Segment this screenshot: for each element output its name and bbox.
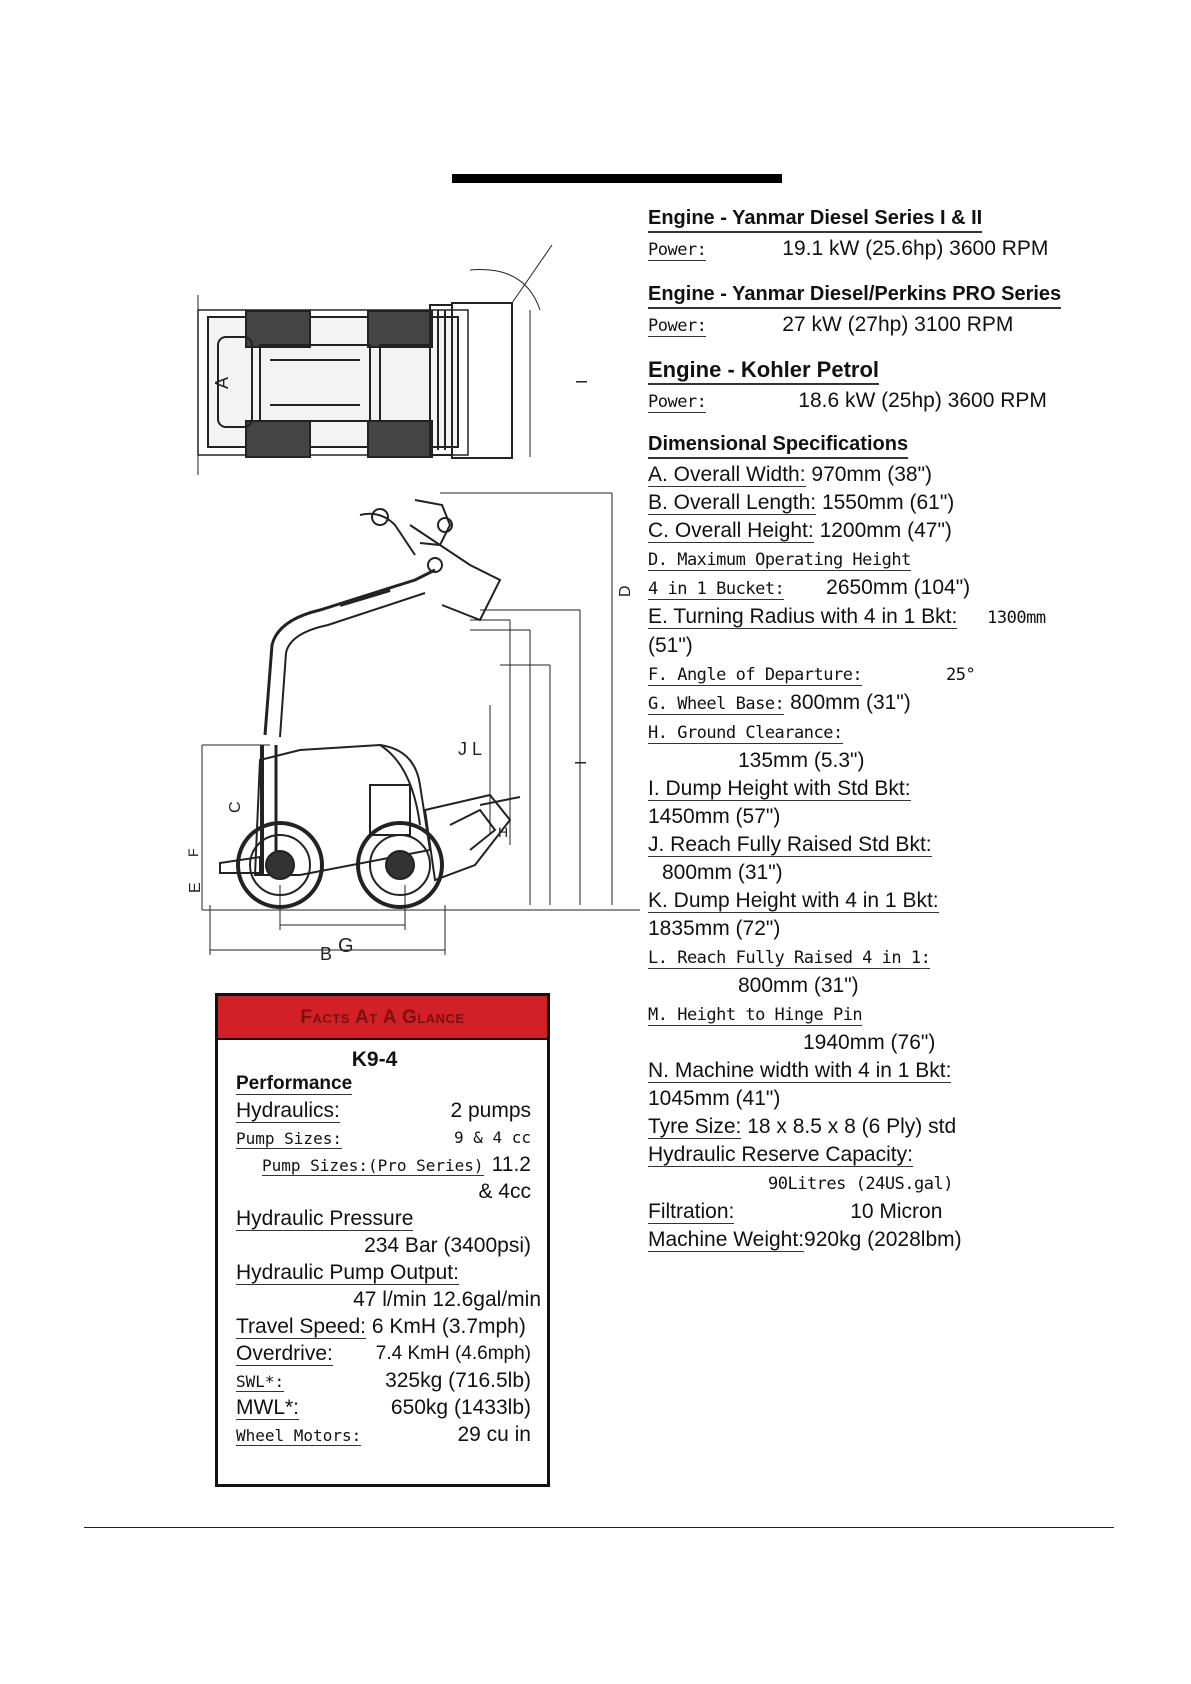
spec-a-label: A. Overall Width: [648,463,806,486]
dim-label-e: E [187,882,204,893]
facts-output-value: 47 l/min 12.6gal/min [353,1288,541,1311]
spec-reserve-label: Hydraulic Reserve Capacity: [648,1143,913,1166]
dim-label-i: I [573,760,590,765]
facts-mwl-label: MWL*: [236,1396,299,1419]
dim-label-i-top: I [574,379,591,384]
facts-motors-value: 29 cu in [457,1423,531,1446]
dim-label-f: F [185,848,201,857]
spec-tyre-label: Tyre Size: [648,1115,742,1138]
spec-e-value: 1300mm [987,608,1046,628]
spec-filtration-value: 10 Micron [850,1200,943,1223]
spec-f-label: F. Angle of Departure: [648,665,863,685]
spec-d-sub-label: 4 in 1 Bucket: [648,579,785,599]
dim-label-g: G [338,935,354,957]
engine-kohler-block [648,352,1078,414]
spec-filtration-label: Filtration: [648,1200,735,1223]
engine-kohler-power-label: Power: [648,392,707,412]
spec-c-label: C. Overall Height: [648,519,814,542]
dim-label-d: D [617,585,634,597]
skid-steer-diagram [180,225,650,965]
engine-perkins-power-label: Power: [648,316,707,336]
engine-yanmar-block [648,200,1078,262]
facts-motors-label: Wheel Motors: [236,1426,362,1445]
facts-overdrive-label: Overdrive: [236,1342,333,1365]
spec-h-label: H. Ground Clearance: [648,723,843,743]
spec-b-value: 1550mm (61") [821,491,955,514]
engine-kohler-power-value: 18.6 kW (25hp) 3600 RPM [798,389,1047,412]
engine-perkins-block [648,276,1078,338]
dim-label-jl: J L [458,739,483,759]
engine-yanmar-power-value: 19.1 kW (25.6hp) 3600 RPM [782,237,1049,260]
spec-d-sub-value: 2650mm (104") [826,576,971,599]
facts-swl-value: 325kg (716.5lb) [385,1369,531,1392]
facts-body [218,1040,547,1448]
facts-header: Facts At A Glance [218,996,547,1040]
facts-model: K9-4 [351,1048,398,1071]
spec-e-label: E. Turning Radius with 4 in 1 Bkt: [648,605,958,628]
facts-hydraulics-label: Hydraulics: [236,1099,340,1122]
spec-n-value: 1045mm (41") [648,1087,781,1110]
facts-output-label: Hydraulic Pump Output: [236,1261,459,1284]
spec-j-label: J. Reach Fully Raised Std Bkt: [648,833,932,856]
spec-d-label: D. Maximum Operating Height [648,550,911,570]
footer-rule [84,1527,1114,1528]
spec-f-value: 25° [946,665,976,685]
spec-l-value: 800mm (31") [738,974,859,997]
spec-k-label: K. Dump Height with 4 in 1 Bkt: [648,889,939,912]
spec-m-value: 1940mm (76") [803,1031,936,1054]
spec-g-value: 800mm (31") [790,691,911,714]
engine-perkins-power-value: 27 kW (27hp) 3100 RPM [782,313,1014,336]
facts-travel-value: 6 KmH (3.7mph) [371,1315,526,1338]
spec-n-label: N. Machine width with 4 in 1 Bkt: [648,1059,952,1082]
spec-reserve-value: 90Litres (24US.gal) [768,1174,953,1194]
spec-weight-label: Machine Weight: [648,1228,805,1251]
title-bar [452,174,782,183]
facts-pump-pro-label: Pump Sizes:(Pro Series) [262,1156,484,1175]
spec-i-value: 1450mm (57") [648,805,781,828]
spec-i-label: I. Dump Height with Std Bkt: [648,777,911,800]
facts-performance: Performance [236,1073,353,1094]
facts-pump-pro-value-2: & 4cc [478,1180,531,1203]
spec-l-label: L. Reach Fully Raised 4 in 1: [648,948,931,968]
facts-at-a-glance-box [215,993,550,1487]
engine-yanmar-power-label: Power: [648,240,707,260]
dimensional-specs-title: Dimensional Specifications [648,432,908,459]
spec-weight-value: 920kg (2028lbm) [804,1228,962,1251]
spec-a-value: 970mm (38") [811,463,933,486]
spec-c-value: 1200mm (47") [819,519,952,542]
facts-overdrive-value: 7.4 KmH (4.6mph) [375,1343,531,1364]
facts-hydraulics-value: 2 pumps [450,1099,531,1122]
facts-pump-pro-value: 11.2 [491,1153,531,1176]
spec-tyre-value: 18 x 8.5 x 8 (6 Ply) std [747,1115,957,1138]
spec-m-label: M. Height to Hinge Pin [648,1005,863,1025]
facts-pump-sizes-value: 9 & 4 cc [453,1128,531,1147]
spec-e-value-2: (51") [648,634,693,657]
dim-label-c: C [227,801,244,813]
dim-label-b: B [320,944,333,964]
facts-pump-sizes-label: Pump Sizes: [236,1129,342,1148]
engine-kohler-title: Engine - Kohler Petrol [648,358,879,385]
facts-travel-label: Travel Speed: [236,1315,366,1338]
facts-mwl-value: 650kg (1433lb) [390,1396,531,1419]
dim-label-h: H [498,824,509,840]
facts-pressure-value: 234 Bar (3400psi) [364,1234,531,1257]
facts-swl-label: SWL*: [236,1372,285,1391]
facts-pressure-label: Hydraulic Pressure [236,1207,414,1230]
spec-j-value: 800mm (31") [662,861,783,884]
dimensional-specs-block [648,426,1078,1252]
spec-h-value: 135mm (5.3") [738,749,865,772]
dim-label-a: A [212,376,232,389]
engine-perkins-title: Engine - Yanmar Diesel/Perkins PRO Series [648,282,1061,309]
spec-b-label: B. Overall Length: [648,491,817,514]
spec-g-label: G. Wheel Base: [648,694,785,714]
specifications-column [648,200,1078,1252]
engine-yanmar-title: Engine - Yanmar Diesel Series I & II [648,206,982,233]
spec-k-value: 1835mm (72") [648,917,781,940]
